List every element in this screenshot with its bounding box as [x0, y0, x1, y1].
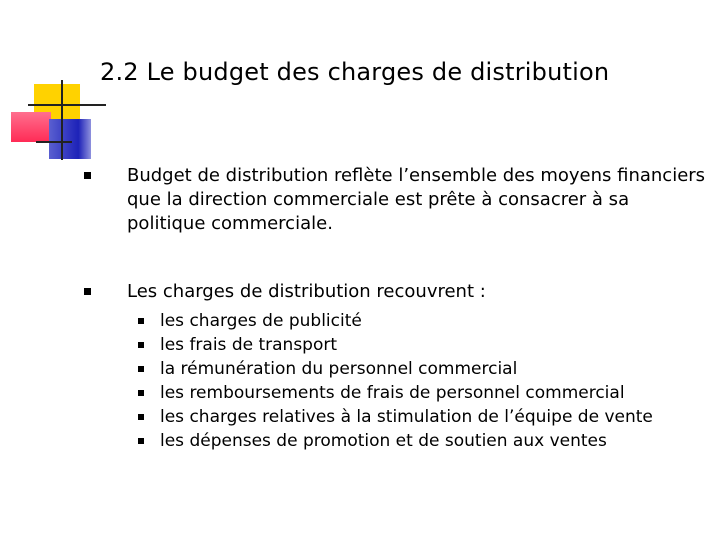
sub-bullet-square-icon	[138, 342, 144, 348]
decor-vertical-line	[61, 80, 63, 160]
sub-bullet-square-icon	[138, 438, 144, 444]
bullet-text: Budget de distribution reflète l’ensemble des moyens financiers que la direction commerciale est prête à consacrer à sa politique commerciale.	[127, 165, 706, 234]
sub-bullet-text: les dépenses de promotion et de soutien aux ventes	[160, 431, 607, 451]
sub-bullet-text: les charges relatives à la stimulation de l’équipe de vente	[160, 407, 653, 427]
bullet-square-icon	[84, 288, 91, 295]
sub-bullet-square-icon	[138, 366, 144, 372]
sub-bullet-text: les remboursements de frais de personnel commercial	[160, 383, 625, 403]
decor-blue-square	[49, 119, 91, 159]
decor-horizontal-line-short	[36, 141, 72, 143]
sub-bullet-text: la rémunération du personnel commercial	[160, 359, 518, 379]
sub-bullet-text: les frais de transport	[160, 335, 338, 355]
sub-bullet-square-icon	[138, 414, 144, 420]
sub-bullet-square-icon	[138, 390, 144, 396]
bullet-text: Les charges de distribution recouvrent :	[127, 281, 486, 302]
bullet-square-icon	[84, 172, 91, 179]
sub-bullet-text: les charges de publicité	[160, 311, 362, 331]
decor-pink-rectangle	[11, 112, 51, 142]
slide-title: 2.2 Le budget des charges de distribution	[100, 58, 610, 86]
sub-bullet-square-icon	[138, 318, 144, 324]
decor-horizontal-line	[28, 104, 106, 106]
